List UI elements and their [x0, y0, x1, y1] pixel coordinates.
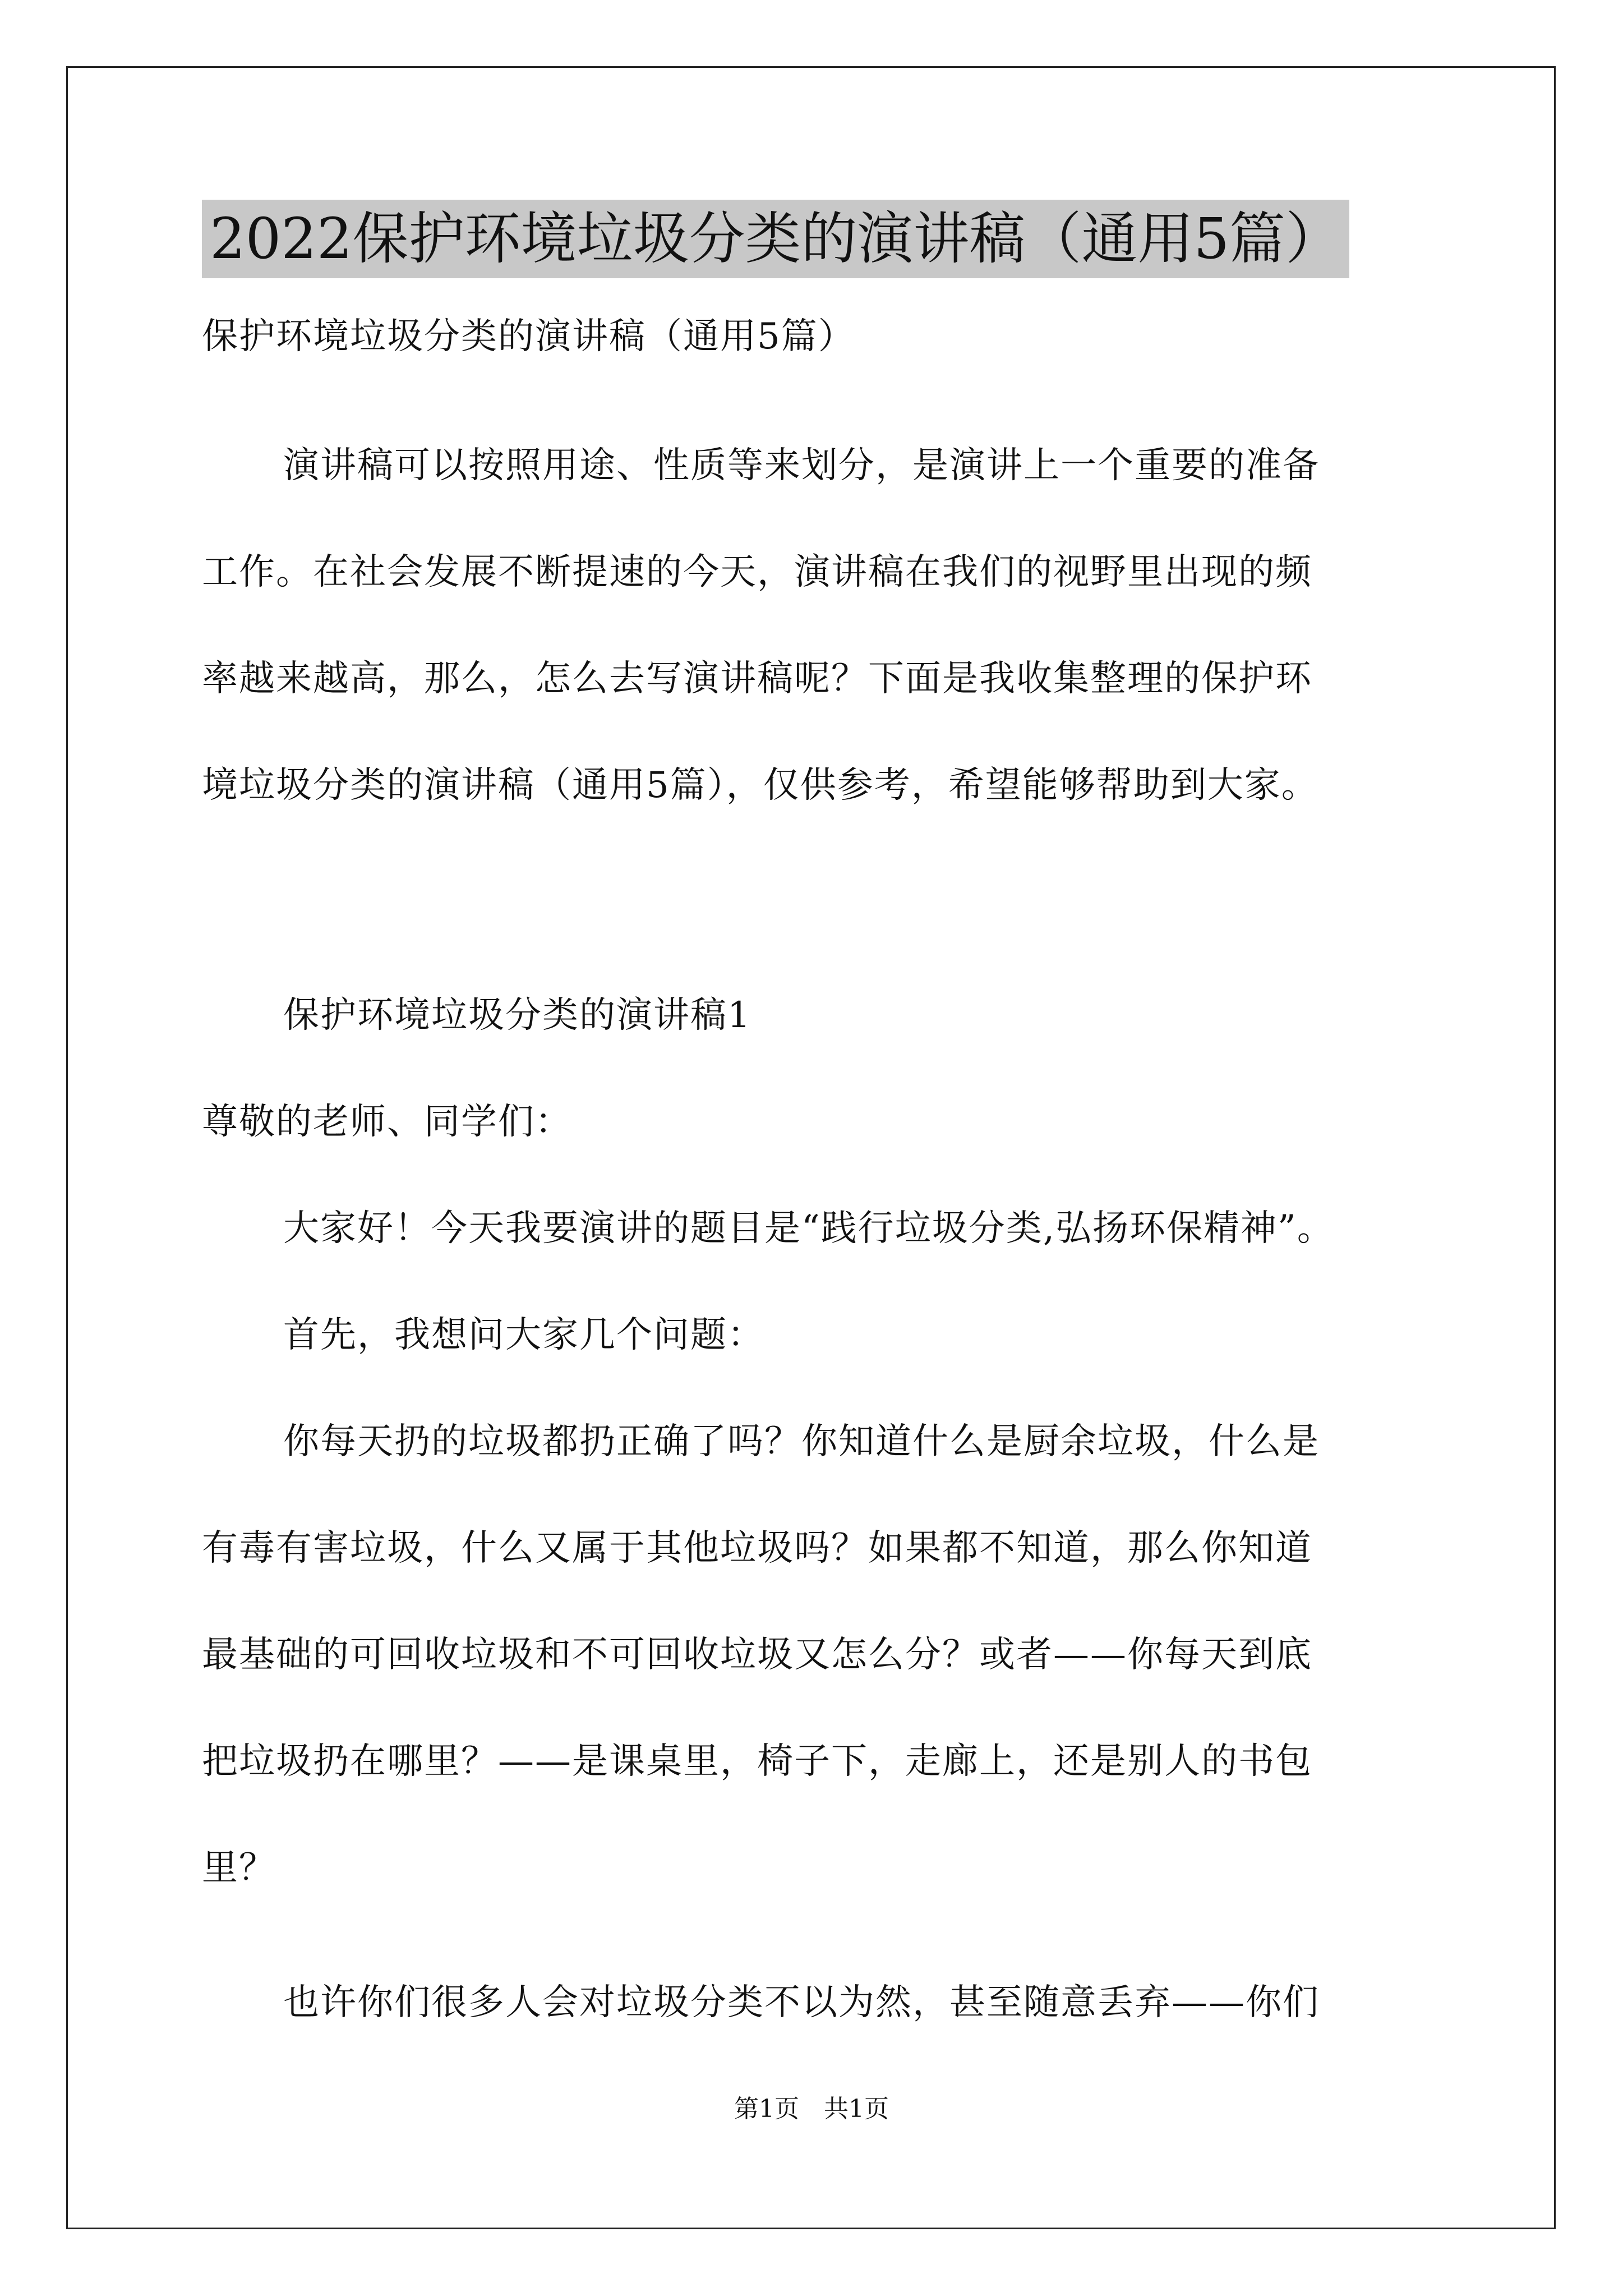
page-border — [66, 66, 1556, 2229]
paragraph-hello: 大家好！今天我要演讲的题目是“践行垃圾分类,弘扬环保精神”。 — [283, 1208, 1334, 1249]
questions-line-4: 把垃圾扔在哪里？——是课桌里，椅子下，走廊上，还是别人的书包 — [202, 1741, 1312, 1782]
document-title: 2022保护环境垃圾分类的演讲稿（通用5篇） — [202, 200, 1349, 278]
intro-line-4: 境垃圾分类的演讲稿（通用5篇），仅供参考，希望能够帮助到大家。 — [202, 765, 1318, 806]
paragraph-first: 首先，我想问大家几个问题： — [283, 1314, 764, 1356]
intro-line-1: 演讲稿可以按照用途、性质等来划分，是演讲上一个重要的准备 — [283, 445, 1320, 486]
page-footer: 第1页 共1页 — [734, 2095, 889, 2123]
questions-line-3: 最基础的可回收垃圾和不可回收垃圾又怎么分？或者——你每天到底 — [202, 1634, 1312, 1676]
questions-line-5: 里？ — [202, 1847, 276, 1889]
document-subtitle: 保护环境垃圾分类的演讲稿（通用5篇） — [202, 316, 855, 357]
greeting: 尊敬的老师、同学们： — [202, 1101, 572, 1143]
intro-line-3: 率越来越高，那么，怎么去写演讲稿呢？下面是我收集整理的保护环 — [202, 658, 1312, 700]
questions-line-1: 你每天扔的垃圾都扔正确了吗？你知道什么是厨余垃圾，什么是 — [283, 1421, 1320, 1462]
intro-line-2: 工作。在社会发展不断提速的今天，演讲稿在我们的视野里出现的频 — [202, 551, 1312, 593]
paragraph-last-line: 也许你们很多人会对垃圾分类不以为然，甚至随意丢弃——你们 — [283, 1982, 1320, 2023]
section-heading: 保护环境垃圾分类的演讲稿1 — [283, 995, 751, 1036]
questions-line-2: 有毒有害垃圾，什么又属于其他垃圾吗？如果都不知道，那么你知道 — [202, 1527, 1312, 1569]
